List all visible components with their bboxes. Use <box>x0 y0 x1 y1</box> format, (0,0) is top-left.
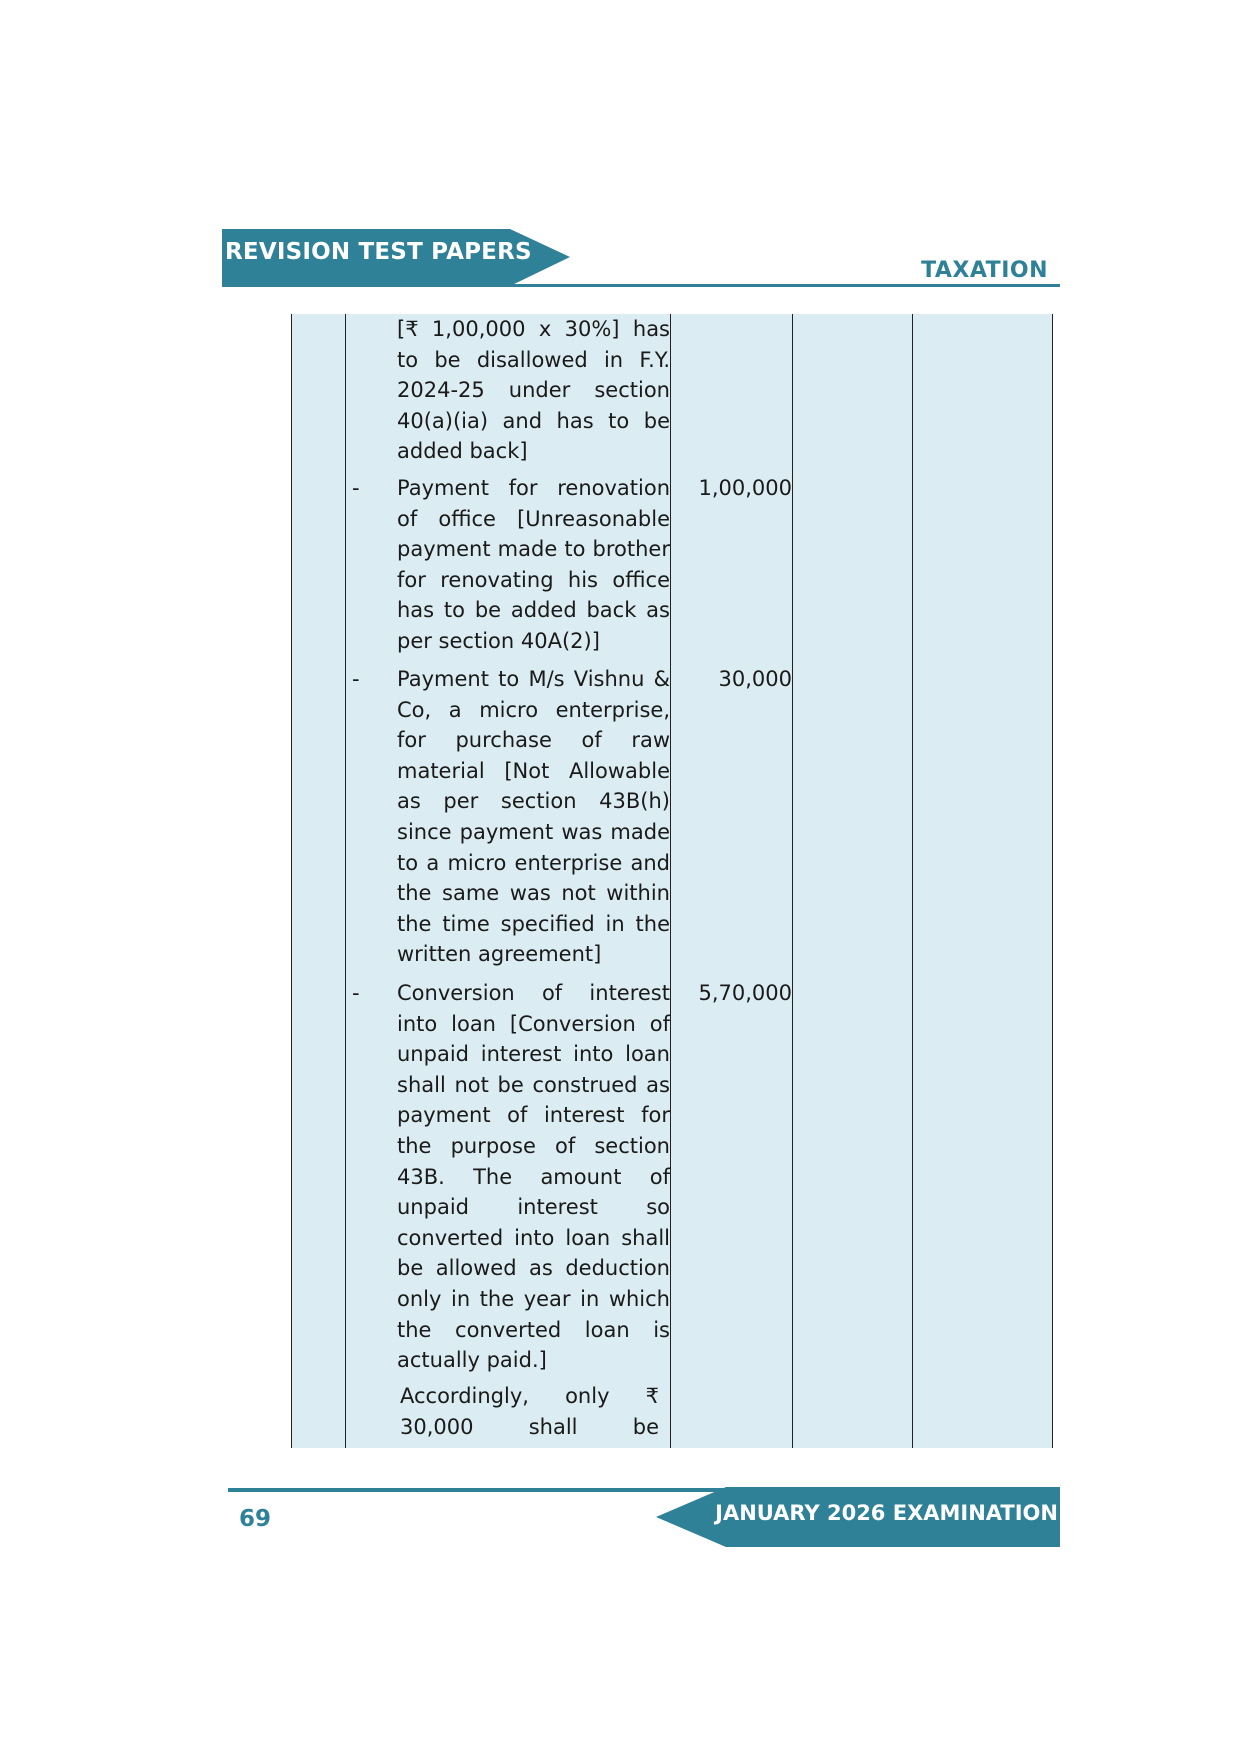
table-col-divider <box>291 314 292 1448</box>
footer-exam-title: JANUARY 2026 EXAMINATION <box>715 1501 1058 1525</box>
table-col-divider <box>792 314 793 1448</box>
list-bullet: - <box>352 476 360 500</box>
table-col-divider <box>912 314 913 1448</box>
amount-renovation: 1,00,000 <box>698 476 792 500</box>
header-banner-title: REVISION TEST PAPERS <box>225 239 532 265</box>
amount-vishnu: 30,000 <box>718 667 792 691</box>
table-col-divider <box>345 314 346 1448</box>
table-col-divider <box>670 314 671 1448</box>
table-col-divider <box>1052 314 1053 1448</box>
list-bullet: - <box>352 981 360 1005</box>
amount-interest-loan: 5,70,000 <box>698 981 792 1005</box>
list-bullet: - <box>352 667 360 691</box>
particulars-renovation-text: Payment for renovation of office [Unreasonable payment made to brother for renovating his office has to be added back as per section 40A(2)] <box>397 476 670 653</box>
particulars-interest-loan-text: Conversion of interest into loan [Conversion of unpaid interest into loan shall not be construed as payment of interest for the purpose of section 43B. The amount of unpaid interest so converted into loan shall be allowed as deduction only in the year in which the converted loan is actually paid.] <box>397 981 670 1373</box>
continued-particulars-text: [₹ 1,00,000 x 30%] has to be disallowed in F.Y. 2024-25 under section 40(a)(ia) and has to be added back] <box>397 317 670 464</box>
header-subject: TAXATION <box>921 258 1048 283</box>
page-number: 69 <box>239 1506 272 1532</box>
accordingly-text: Accordingly, only ₹ 30,000 shall be <box>400 1384 659 1439</box>
particulars-vishnu-text: Payment to M/s Vishnu & Co, a micro enterprise, for purchase of raw material [Not Allowable as per section 43B(h) since payment was made to a micro enterprise and the same was not within the time specified in the written agreement] <box>397 667 670 967</box>
header-rule <box>222 284 1060 287</box>
